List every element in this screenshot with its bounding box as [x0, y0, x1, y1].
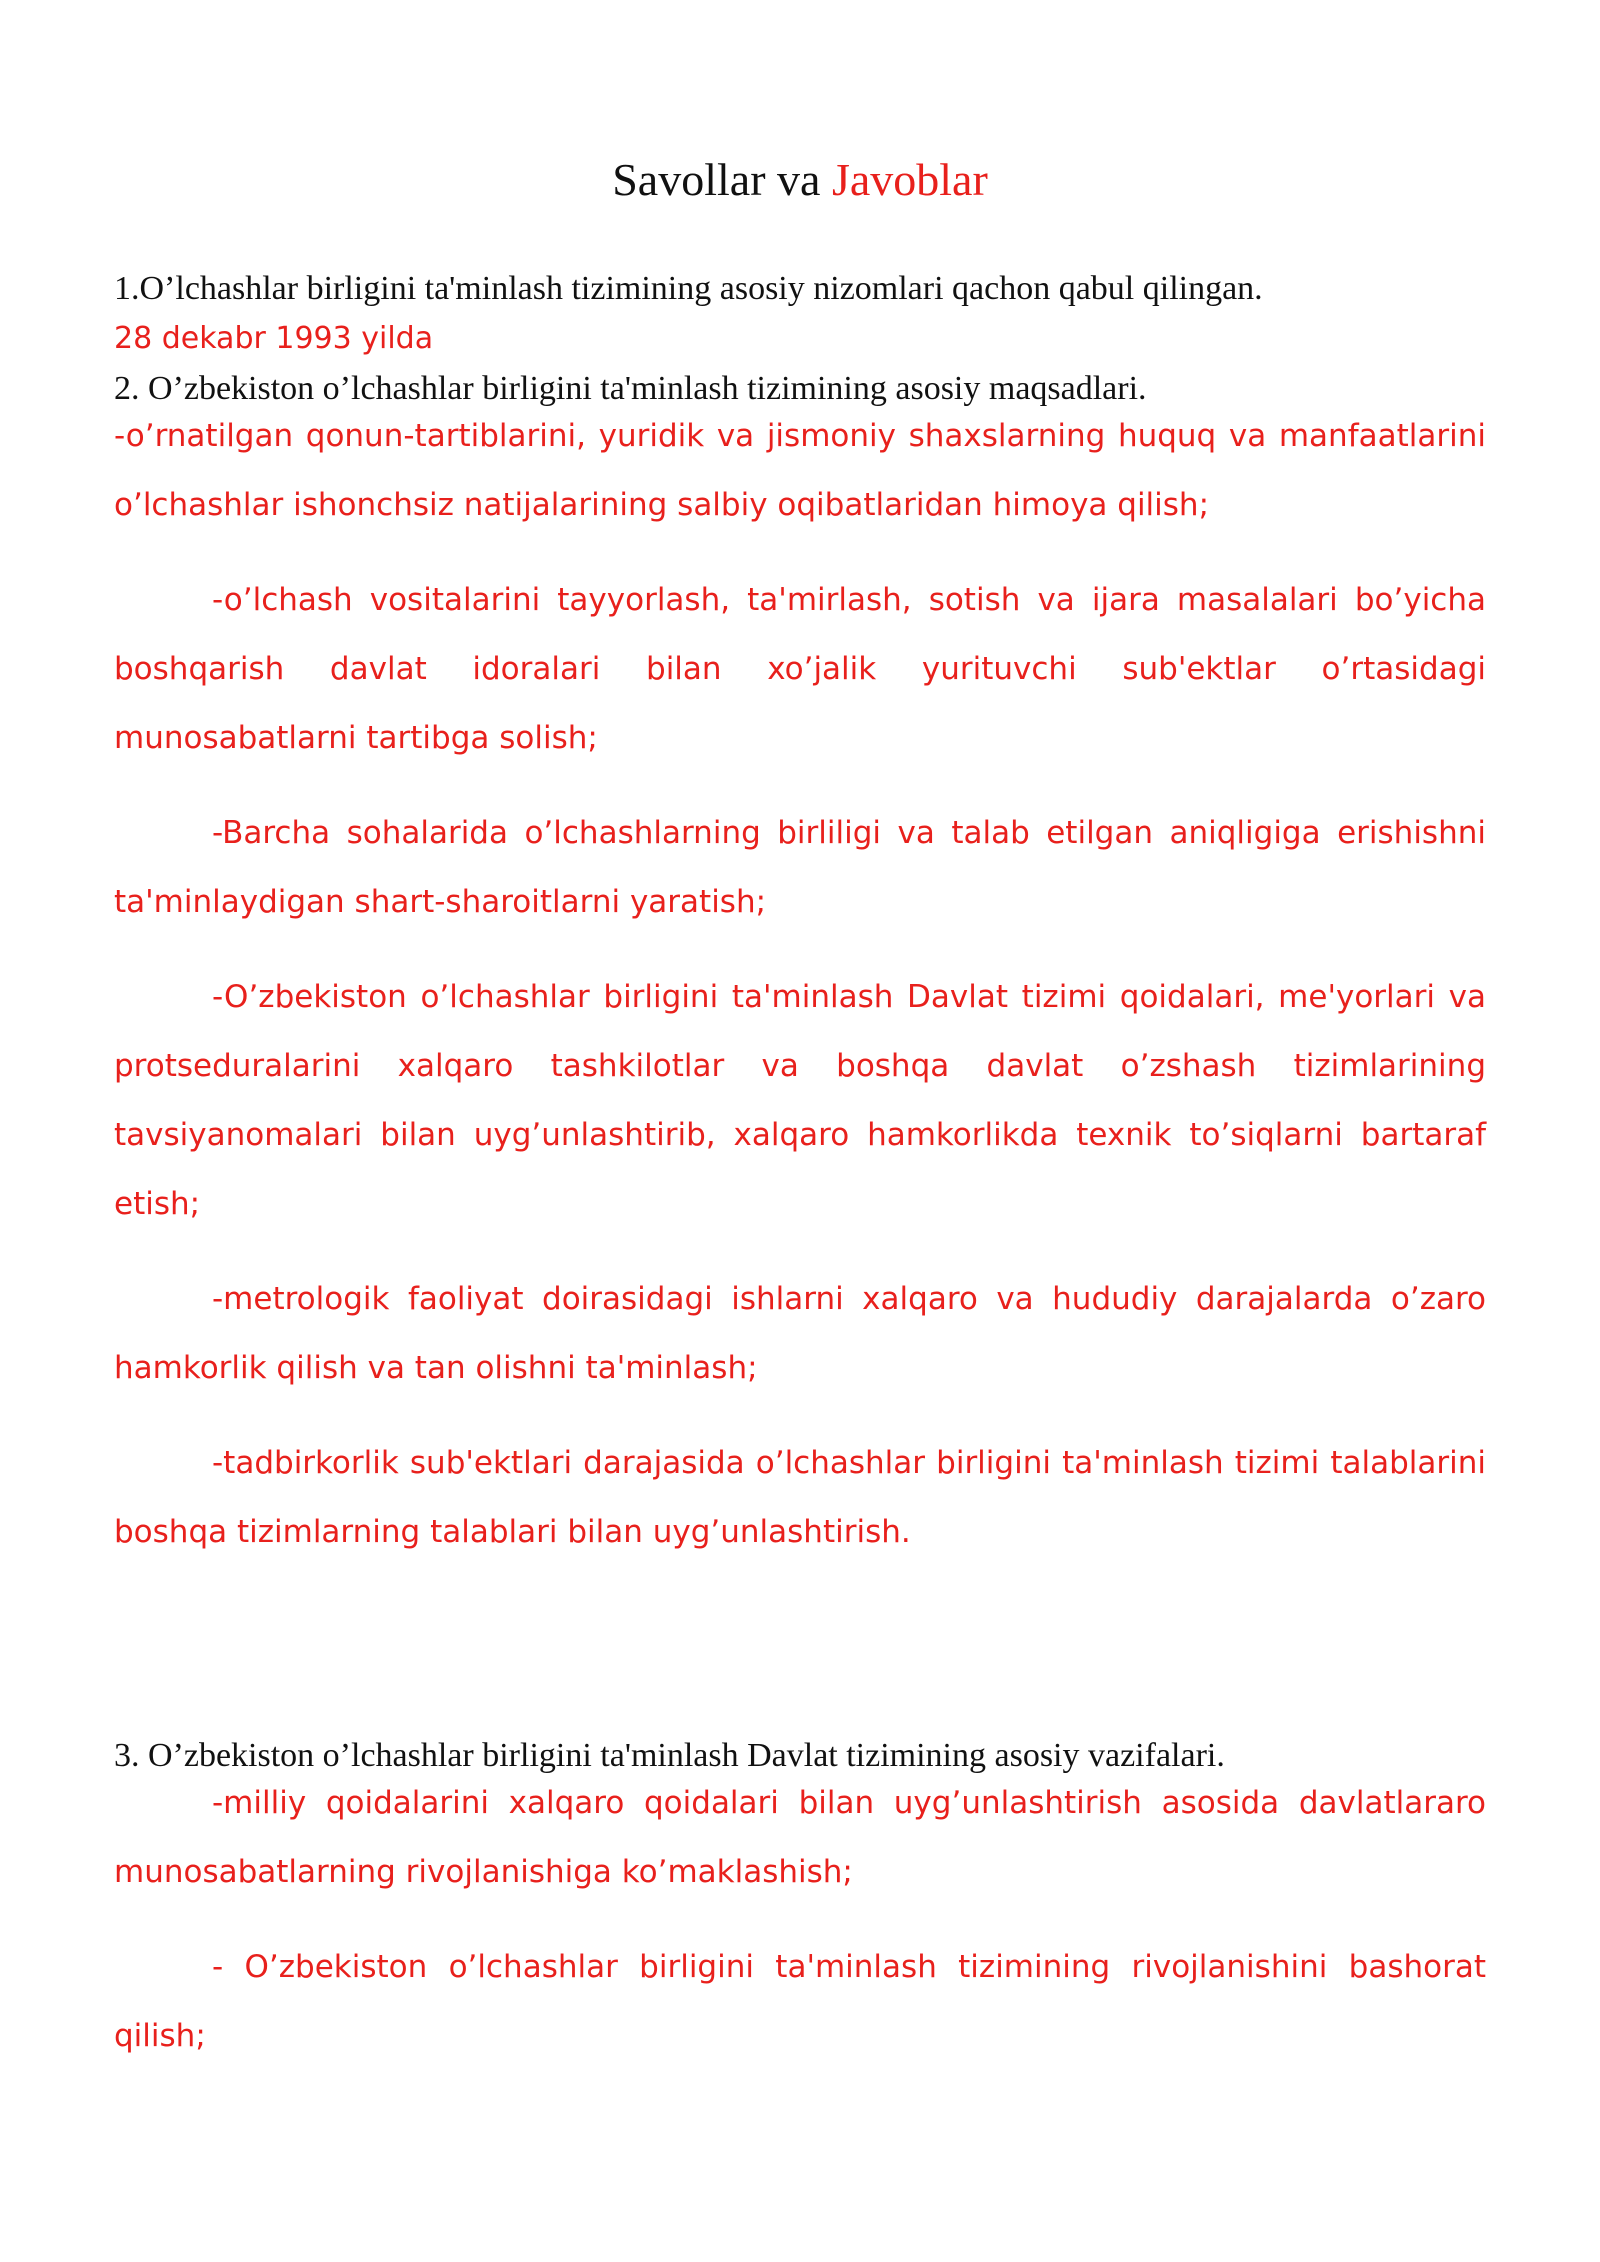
- answer-1: 28 dekabr 1993 yilda: [114, 321, 434, 356]
- answer-3-item-1: -milliy qoidalarini xalqaro qoidalari bilan uyg’unlashtirish asosida davlatlararo munosabatlarning rivojlanishiga ko’maklashish;: [114, 1785, 1486, 1890]
- question-1: 1.O’lchashlar birligini ta'minlash tizimining asosiy nizomlari qachon qabul qilingan.: [114, 270, 1263, 307]
- answer-2-item-1: -o’rnatilgan qonun-tartiblarini, yuridik va jismoniy shaxslarning huquq va manfaatlarini o’lchashlar ishonchsiz natijalarining salbiy oqibatlaridan himoya qilish;: [114, 418, 1486, 523]
- answer-2-item-2: -o’lchash vositalarini tayyorlash, ta'mirlash, sotish va ijara masalalari bo’yicha boshqarish davlat idoralari bilan xo’jalik yurituvchi sub'ektlar o’rtasidagi munosabatlarni tartibga solish;: [114, 582, 1486, 756]
- answer-3-item-2: - O’zbekiston o’lchashlar birligini ta'minlash tizimining rivojlanishini bashorat qilish;: [114, 1949, 1486, 2054]
- question-3: 3. O’zbekiston o’lchashlar birligini ta'minlash Davlat tizimining asosiy vazifalari.: [114, 1737, 1225, 1774]
- answer-2-item-4: -O’zbekiston o’lchashlar birligini ta'minlash Davlat tizimi qoidalari, me'yorlari va protseduralarini xalqaro tashkilotlar va boshqa davlat o’zshash tizimlarining tavsiyanomalari bilan uyg’unlashtirib, xalqaro hamkorlikda texnik to’siqlarni bartaraf etish;: [114, 979, 1486, 1222]
- section-spacer: [114, 1593, 1486, 1731]
- title-part-javoblar: Javoblar: [831, 154, 988, 205]
- title-part-savollar: Savollar va: [612, 154, 832, 205]
- answer-2-item-6: -tadbirkorlik sub'ektlari darajasida o’lchashlar birligini ta'minlash tizimi talablarini boshqa tizimlarning talablari bilan uyg’unlashtirish.: [114, 1445, 1486, 1550]
- answer-2-item-5: -metrologik faoliyat doirasidagi ishlarni xalqaro va hududiy darajalarda o’zaro hamkorlik qilish va tan olishni ta'minlash;: [114, 1281, 1486, 1386]
- question-2: 2. O’zbekiston o’lchashlar birligini ta'minlash tizimining asosiy maqsadlari.: [114, 370, 1147, 407]
- answer-2-item-3: -Barcha sohalarida o’lchashlarning birliligi va talab etilgan aniqligiga erishishni ta'minlaydigan shart-sharoitlarni yaratish;: [114, 815, 1486, 920]
- qa-content: [114, 264, 1486, 2097]
- page-title: [0, 152, 1600, 208]
